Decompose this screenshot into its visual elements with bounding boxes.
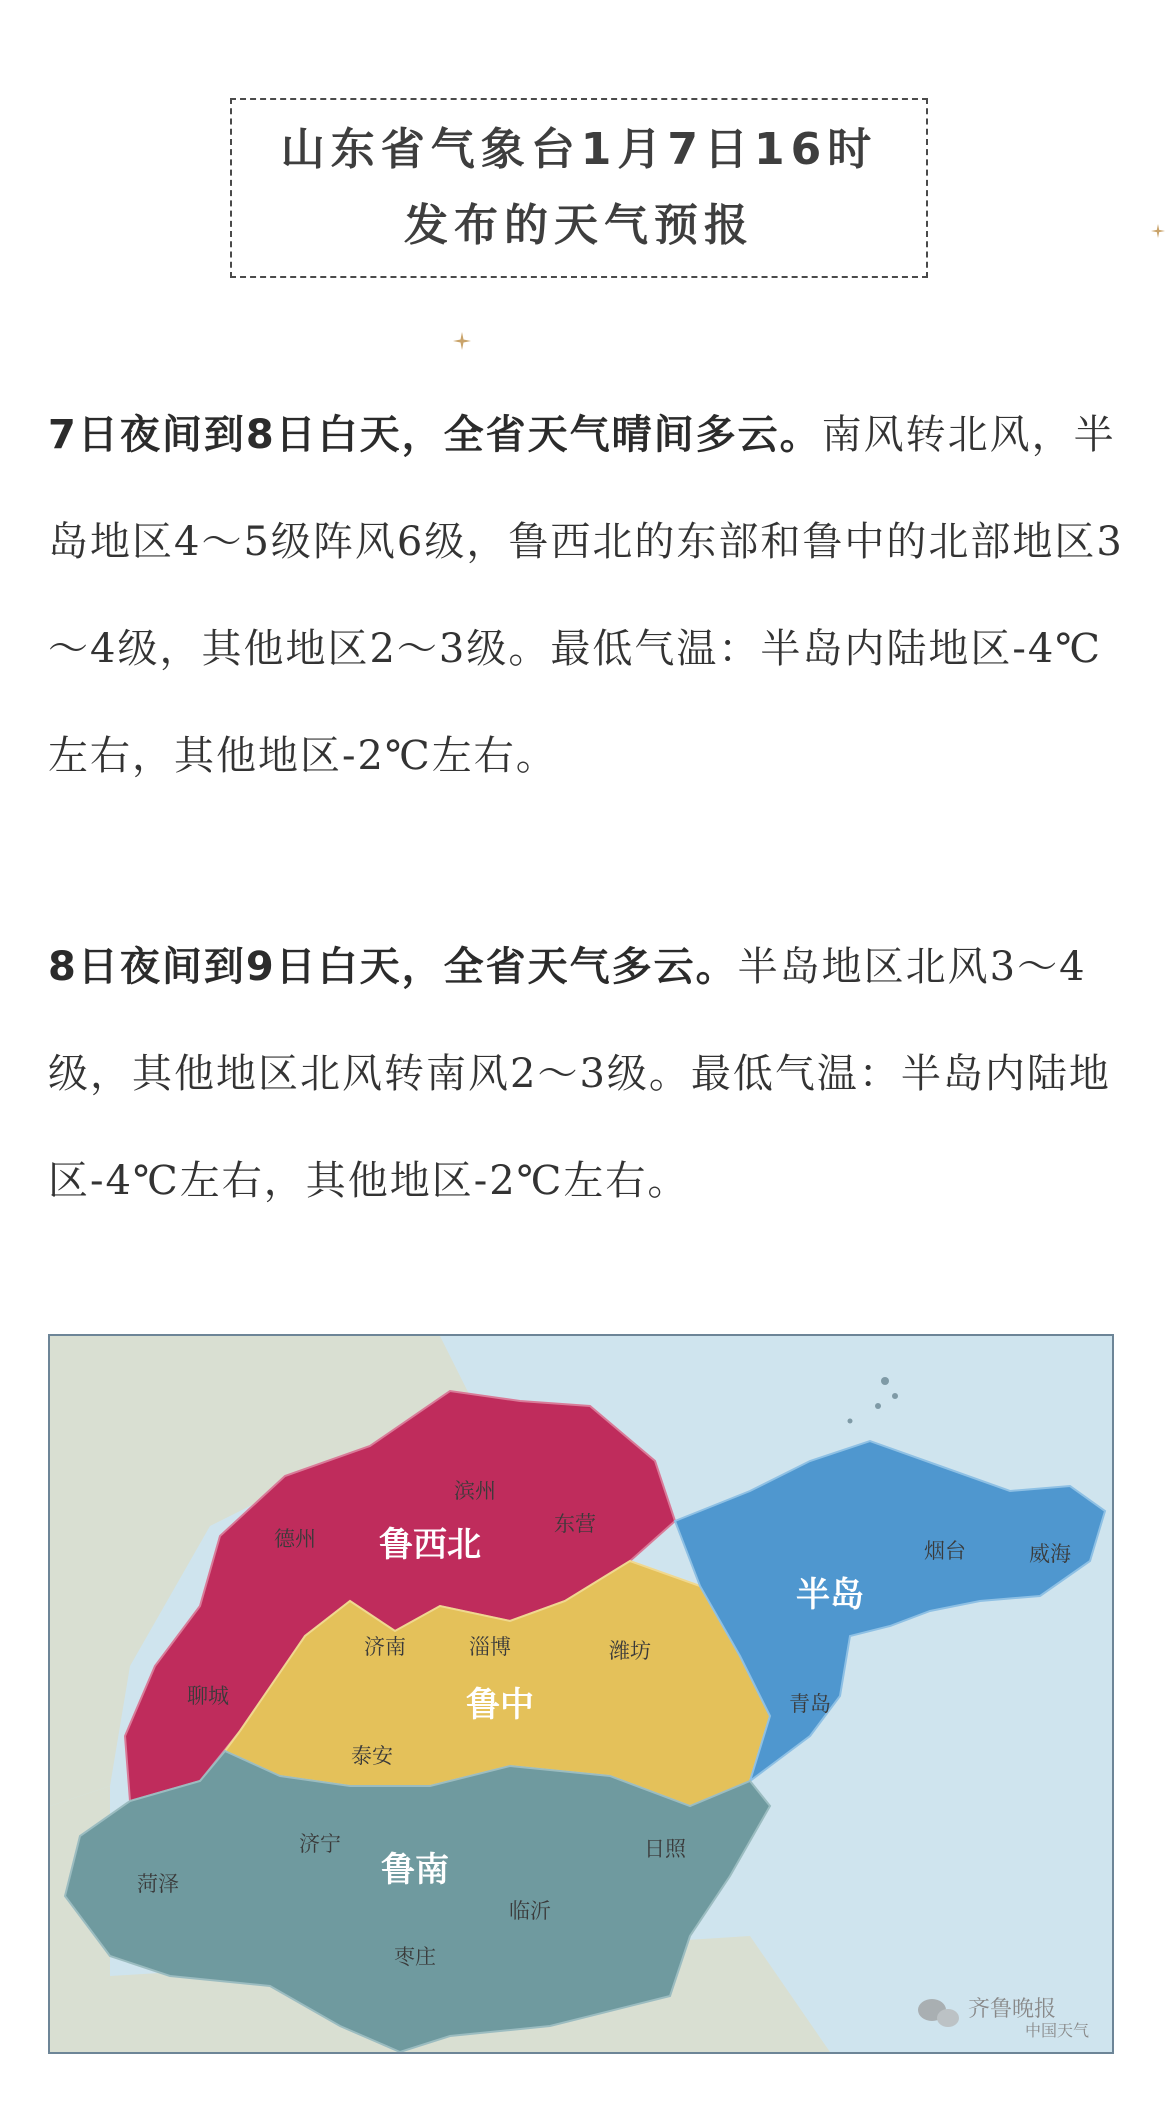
city-label-yantai: 烟台 <box>924 1539 966 1563</box>
watermark-text: 齐鲁晚报 <box>968 1997 1057 2022</box>
city-label-qingdao: 青岛 <box>789 1692 831 1716</box>
forecast-body-2: 半岛地区北风3～4级，其他地区北风转南风2～3级。最低气温：半岛内陆地区-4℃左右，其他地区-2℃左右。 <box>48 944 1111 1204</box>
city-label-dongying: 东营 <box>554 1512 596 1536</box>
forecast-headline-1: 7日夜间到8日白天，全省天气晴间多云。 <box>48 412 822 458</box>
city-label-zaozhuang: 枣庄 <box>394 1945 436 1969</box>
sparkle-icon <box>453 332 471 350</box>
region-label-lunan: 鲁南 <box>381 1850 449 1890</box>
forecast-body-1: 南风转北风，半岛地区4～5级阵风6级，鲁西北的东部和鲁中的北部地区3～4级，其他地区2～3级。最低气温：半岛内陆地区-4℃左右，其他地区-2℃左右。 <box>48 412 1124 779</box>
city-label-weihai: 威海 <box>1029 1542 1071 1566</box>
sparkle-icon <box>1151 224 1165 238</box>
shandong-region-map <box>48 1334 1114 2054</box>
region-label-luzhong: 鲁中 <box>466 1685 534 1725</box>
region-label-bandao: 半岛 <box>796 1575 864 1615</box>
city-label-dezhou: 德州 <box>274 1527 316 1551</box>
city-label-linyi: 临沂 <box>509 1899 551 1923</box>
city-label-jinan: 济南 <box>364 1635 406 1659</box>
wechat-icon <box>918 1999 959 2027</box>
title-line-2: 发布的天气预报 <box>404 200 754 251</box>
city-label-heze: 菏泽 <box>137 1872 179 1896</box>
forecast-paragraph-1 <box>48 382 1128 810</box>
title-line-1: 山东省气象台1月7日16时 <box>280 124 878 175</box>
map-svg <box>50 1336 1112 2052</box>
city-label-jining: 济宁 <box>299 1832 341 1856</box>
city-label-liaocheng: 聊城 <box>187 1684 229 1708</box>
city-label-weifang: 潍坊 <box>609 1639 651 1663</box>
watermark-text-2: 中国天气 <box>1025 2021 1090 2040</box>
region-label-luxibei: 鲁西北 <box>379 1525 481 1565</box>
forecast-headline-2: 8日夜间到9日白天，全省天气多云。 <box>48 944 738 990</box>
city-label-rizhao: 日照 <box>644 1837 686 1861</box>
title-box <box>230 98 928 278</box>
city-label-zibo: 淄博 <box>469 1635 511 1659</box>
forecast-paragraph-2 <box>48 914 1128 1235</box>
city-label-binzhou: 滨州 <box>454 1479 496 1503</box>
city-label-taian: 泰安 <box>351 1744 393 1768</box>
